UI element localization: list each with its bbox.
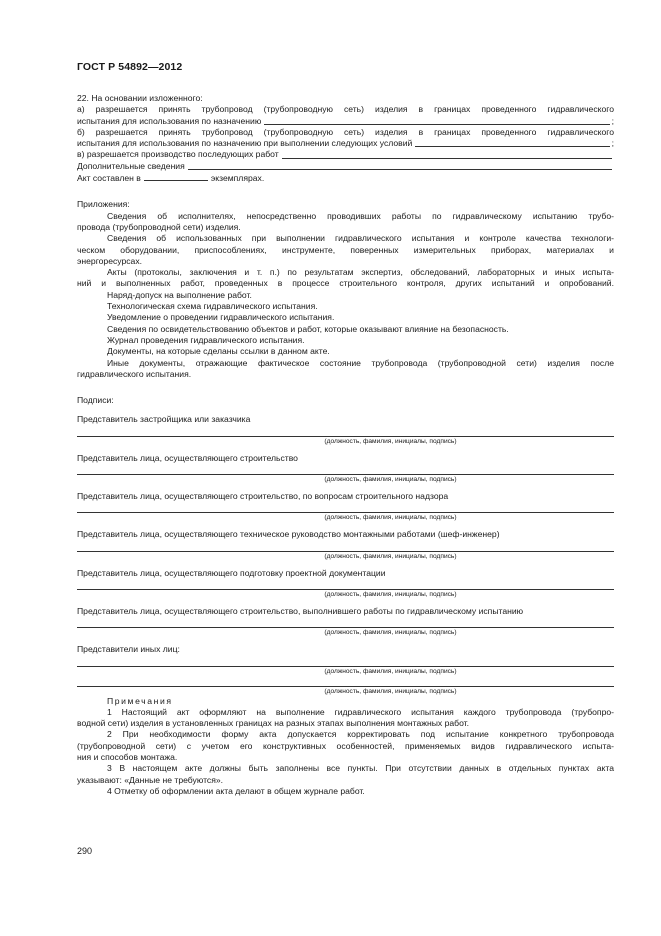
item-b-line1: б) разрешается принять трубопровод (трубопроводную сеть) изделия в границах проведенного гидравлического bbox=[77, 126, 614, 137]
signature-label-tester: Представитель лица, осуществляющего строительство, выполнившего работы по гидравлическому испытанию bbox=[77, 605, 524, 616]
signature-line-builder bbox=[77, 464, 614, 475]
note-4: 4 Отметку об оформлении акта делают в общем журнале работ. bbox=[107, 785, 365, 796]
item-b-label: испытания для использования по назначению при выполнении следующих условий bbox=[77, 138, 413, 149]
appendix-3-line1: Акты (протоколы, заключения и т. п.) по результатам экспертиз, обследований, лабораторных и иных испыта- bbox=[107, 267, 614, 278]
item-c-line bbox=[77, 149, 614, 160]
note-2-line1: 2 При необходимости форму акта допускается корректировать под испытание конкретного трубопровода bbox=[107, 729, 614, 740]
signature-label-client: Представитель застройщика или заказчика bbox=[77, 414, 251, 425]
signature-label-supervision: Представитель лица, осуществляющего строительство, по вопросам строительного надзора bbox=[77, 491, 449, 502]
signature-label-chief-engineer: Представитель лица, осуществляющего техническое руководство монтажными работами (шеф-инженер) bbox=[77, 529, 500, 540]
appendix-9: Документы, на которые сделаны ссылки в данном акте. bbox=[107, 346, 330, 357]
page-number: 290 bbox=[77, 846, 93, 856]
note-2-line3: ния и способов монтажа. bbox=[77, 751, 178, 762]
act-copies-blank bbox=[144, 172, 208, 181]
signatures-section bbox=[77, 395, 614, 695]
appendix-7: Сведения по освидетельствованию объектов и работ, которые оказывают влияние на безопасность. bbox=[107, 323, 509, 334]
signature-label-others: Представители иных лиц: bbox=[77, 644, 180, 655]
item-c-blank bbox=[282, 158, 612, 159]
act-copies-suffix: экземплярах. bbox=[210, 173, 265, 184]
signature-caption: (должность, фамилия, инициалы, подпись) bbox=[324, 437, 457, 445]
appendix-6: Уведомление о проведении гидравлического испытания. bbox=[107, 312, 335, 323]
signature-caption: (должность, фамилия, инициалы, подпись) bbox=[324, 667, 457, 675]
notes-section bbox=[77, 696, 614, 798]
item-a-blank bbox=[264, 124, 609, 125]
signature-caption: (должность, фамилия, инициалы, подпись) bbox=[324, 514, 457, 522]
item-c-label: в) разрешается производство последующих работ bbox=[77, 149, 279, 160]
signature-caption: (должность, фамилия, инициалы, подпись) bbox=[324, 590, 457, 598]
notes-title: Примечания bbox=[107, 695, 173, 706]
act-copies-line bbox=[77, 172, 614, 184]
signature-line-client bbox=[77, 426, 614, 437]
appendices-section bbox=[77, 199, 614, 380]
act-copies-prefix: Акт составлен в bbox=[77, 173, 141, 184]
appendix-1-line2: провода (трубопроводной сети) изделия. bbox=[77, 221, 241, 232]
item-a-line1: а) разрешается принять трубопровод (трубопроводную сеть) изделия в границах проведенного гидравлического bbox=[77, 104, 614, 115]
extra-info-blank bbox=[188, 169, 612, 170]
signature-line-designer bbox=[77, 579, 614, 590]
item-b-semicolon: ; bbox=[611, 138, 614, 149]
appendix-3-line2: ний и выполненных работ, проведенных в процессе строительного контроля, других испытаний и опробований. bbox=[77, 278, 614, 289]
signature-line-supervision bbox=[77, 502, 614, 513]
note-3-line2: указывают: «Данные не требуются». bbox=[77, 774, 224, 785]
item-a-line2 bbox=[77, 116, 614, 127]
document-header: ГОСТ Р 54892—2012 bbox=[77, 61, 183, 73]
signature-line-others-2 bbox=[77, 676, 614, 687]
signature-line-tester bbox=[77, 617, 614, 628]
appendix-8: Журнал проведения гидравлического испытания. bbox=[107, 334, 305, 345]
item-a-semicolon: ; bbox=[611, 115, 614, 126]
item-b-line2 bbox=[77, 138, 614, 149]
signature-label-builder: Представитель лица, осуществляющего строительство bbox=[77, 452, 298, 463]
section-22 bbox=[77, 93, 614, 184]
appendix-2-line1: Сведения об использованных при выполнении гидравлического испытания и контроле качества технологи- bbox=[107, 233, 614, 244]
signature-line-chief-engineer bbox=[77, 541, 614, 552]
appendix-2-line3: энергоресурсах. bbox=[77, 255, 143, 266]
note-1-line1: 1 Настоящий акт оформляют на выполнение гидравлического испытания каждого трубопровода (трубопро- bbox=[107, 706, 614, 717]
extra-info-line bbox=[77, 161, 614, 172]
appendix-10-line2: гидравлического испытания. bbox=[77, 368, 192, 379]
appendix-10-line1: Иные документы, отражающие фактическое состояние трубопровода (трубопроводной сети) изделия после bbox=[107, 357, 614, 368]
document-body bbox=[77, 93, 614, 797]
appendix-4: Наряд-допуск на выполнение работ. bbox=[107, 289, 252, 300]
note-3-line1: 3 В настоящем акте должны быть заполнены все пункты. При отсутствии данных в отдельных пунктах акта bbox=[107, 763, 614, 774]
appendix-5: Технологическая схема гидравлического испытания. bbox=[107, 301, 318, 312]
appendix-2-line2: ческом оборудовании, приспособлениях, инструменте, поверенных измерительных приборах, материалах и bbox=[77, 244, 614, 255]
signature-line-others-1 bbox=[77, 656, 614, 667]
appendix-1-line1: Сведения об исполнителях, непосредственно проводивших работы по гидравлическому испытанию трубо- bbox=[107, 210, 614, 221]
signature-label-designer: Представитель лица, осуществляющего подготовку проектной документации bbox=[77, 567, 386, 578]
signature-caption: (должность, фамилия, инициалы, подпись) bbox=[324, 687, 457, 695]
note-1-line2: водной сети) изделия в установленных границах на разных этапах выполнения монтажных работ. bbox=[77, 718, 470, 729]
section-22-title: 22. На основании изложенного: bbox=[77, 93, 203, 103]
extra-info-label: Дополнительные сведения bbox=[77, 160, 185, 171]
item-a-label: испытания для использования по назначению bbox=[77, 115, 262, 126]
signature-caption: (должность, фамилия, инициалы, подпись) bbox=[324, 629, 457, 637]
note-2-line2: (трубопроводной сети) с учетом его конструктивных особенностей, применяемых видов гидравлического испыта- bbox=[77, 740, 614, 751]
signature-caption: (должность, фамилия, инициалы, подпись) bbox=[324, 476, 457, 484]
signatures-title: Подписи: bbox=[77, 395, 114, 406]
appendices-title: Приложения: bbox=[77, 199, 130, 210]
signature-caption: (должность, фамилия, инициалы, подпись) bbox=[324, 552, 457, 560]
item-b-blank bbox=[415, 146, 609, 147]
